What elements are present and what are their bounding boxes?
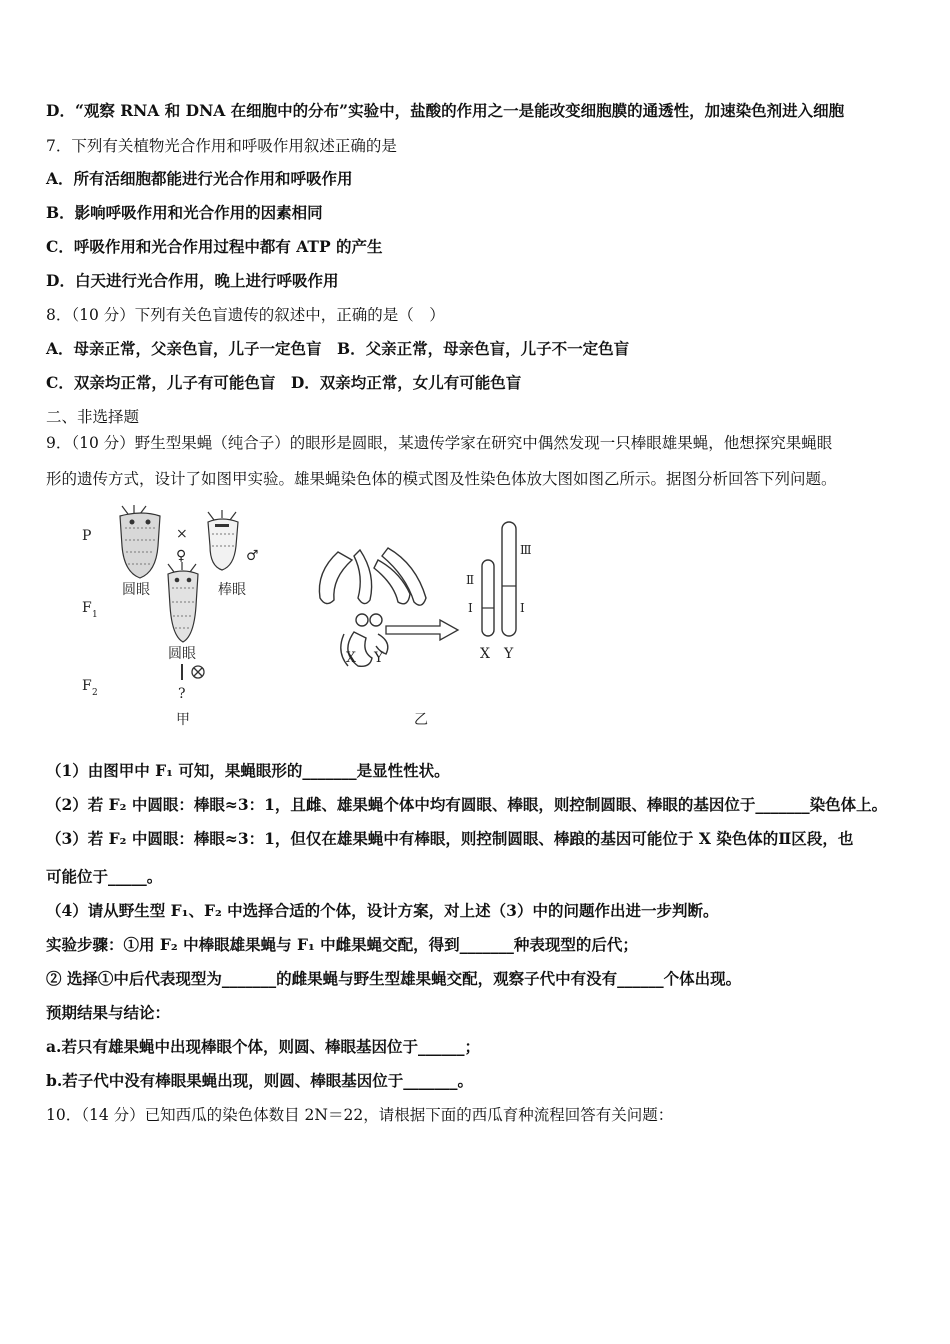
experiment-step-2: ② 选择①中后代表现型为_______的雌果蝇与野生型雄果蝇交配，观察子代中有没有______个体出现。 xyxy=(46,969,742,988)
q9-part-2: （2）若 F₂ 中圆眼：棒眼≈3：1，且雌、雄果蝇个体中均有圆眼、棒眼，则控制圆眼、棒眼的基因位于_______染色体上。 xyxy=(46,795,888,814)
selfing-icon xyxy=(192,666,204,678)
male-symbol: ♂ xyxy=(246,548,259,564)
region-1-label-x: Ⅰ xyxy=(468,601,473,615)
x-chromosome-icon xyxy=(482,560,494,636)
f1-round-eye-label: 圆眼 xyxy=(168,646,196,662)
q9-figure xyxy=(70,502,550,732)
q9-stem-2: 形的遗传方式，设计了如图甲实验。雄果蝇染色体的模式图及性染色体放大图如图乙所示。据图分析回答下列问题。 xyxy=(46,470,837,488)
expected-results-title: 预期结果与结论： xyxy=(46,1003,171,1022)
label-jia: 甲 xyxy=(176,712,190,728)
karyotype-icon xyxy=(319,548,426,666)
label-yi: 乙 xyxy=(414,712,428,728)
label-f1-sub: 1 xyxy=(92,610,98,620)
round-eye-label: 圆眼 xyxy=(122,582,150,598)
question-mark: ? xyxy=(178,686,186,702)
q7-stem: 7．下列有关植物光合作用和呼吸作用叙述正确的是 xyxy=(46,137,397,155)
x-label: X xyxy=(480,646,490,662)
section-title: 二、非选择题 xyxy=(46,408,140,426)
karyotype-y-label: Y xyxy=(374,650,384,666)
q8-options-cd: C．双亲均正常，儿子有可能色盲 D．双亲均正常，女儿有可能色盲 xyxy=(46,373,522,392)
label-p: P xyxy=(82,528,92,544)
female-symbol: ♀ xyxy=(176,548,187,564)
male-fly-icon xyxy=(208,510,238,570)
q9-part-3-line1: （3）若 F₂ 中圆眼：棒眼≈3：1，但仅在雄果蝇中有棒眼，则控制圆眼、棒踉的基因可能位于 X 染色体的Ⅱ区段，也 xyxy=(46,829,854,848)
experiment-step-1: 实验步骤：①用 F₂ 中棒眼雄果蝇与 F₁ 中雌果蝇交配，得到_______种表现型的后代； xyxy=(46,935,638,954)
q10-stem: 10．（14 分）已知西瓜的染色体数目 2N＝22，请根据下面的西瓜育种流程回答有关问题： xyxy=(46,1106,674,1124)
label-f2-sub: 2 xyxy=(92,688,98,698)
bar-eye-label: 棒眼 xyxy=(218,582,246,598)
q9-part-3-line2: 可能位于_____。 xyxy=(46,867,163,886)
q8-options-ab: A．母亲正常，父亲色盲，儿子一定色盲 B．父亲正常，母亲色盲，儿子不一定色盲 xyxy=(46,339,630,358)
region-3-label: Ⅲ xyxy=(520,543,532,557)
genetics-figure xyxy=(70,502,550,732)
result-b: b.若子代中没有棒眼果蝇出现，则圆、棒眼基因位于_______。 xyxy=(46,1071,473,1090)
f1-fly-icon xyxy=(168,562,198,642)
q7-option-a: A．所有活细胞都能进行光合作用和呼吸作用 xyxy=(46,169,353,188)
q9-part-1: （1）由图甲中 F₁ 可知，果蝇眼形的_______是显性性状。 xyxy=(46,761,450,780)
label-f2: F xyxy=(82,678,92,694)
cross-symbol: × xyxy=(176,526,188,542)
q7-option-d: D．白天进行光合作用，晚上进行呼吸作用 xyxy=(46,271,339,290)
region-1-label-y: Ⅰ xyxy=(520,601,525,615)
y-chromosome-icon xyxy=(502,522,516,636)
y-label: Y xyxy=(504,646,514,662)
result-a: a.若只有雄果蝇中出现棒眼个体，则圆、棒眼基因位于______； xyxy=(46,1037,480,1056)
q6-option-d: D．“观察 RNA 和 DNA 在细胞中的分布”实验中，盐酸的作用之一是能改变细胞膜的通透性，加速染色剂进入细胞 xyxy=(46,101,845,120)
q7-option-c: C．呼吸作用和光合作用过程中都有 ATP 的产生 xyxy=(46,237,383,256)
q7-option-b: B．影响呼吸作用和光合作用的因素相同 xyxy=(46,203,323,222)
karyotype-x-label: X xyxy=(346,650,356,666)
arrow-right-icon xyxy=(386,620,458,640)
region-2-label: Ⅱ xyxy=(466,573,475,587)
q8-stem: 8．（10 分）下列有关色盲遗传的叙述中，正确的是（ ） xyxy=(46,306,445,324)
label-f1: F xyxy=(82,600,92,616)
q9-part-4: （4）请从野生型 F₁、F₂ 中选择合适的个体，设计方案，对上述（3）中的问题作出进一步判断。 xyxy=(46,901,719,920)
q9-stem-1: 9．（10 分）野生型果蝇（纯合子）的眼形是圆眼，某遗传学家在研究中偶然发现一只棒眼雄果蝇，他想探究果蝇眼 xyxy=(46,434,833,452)
female-fly-icon xyxy=(120,505,160,578)
